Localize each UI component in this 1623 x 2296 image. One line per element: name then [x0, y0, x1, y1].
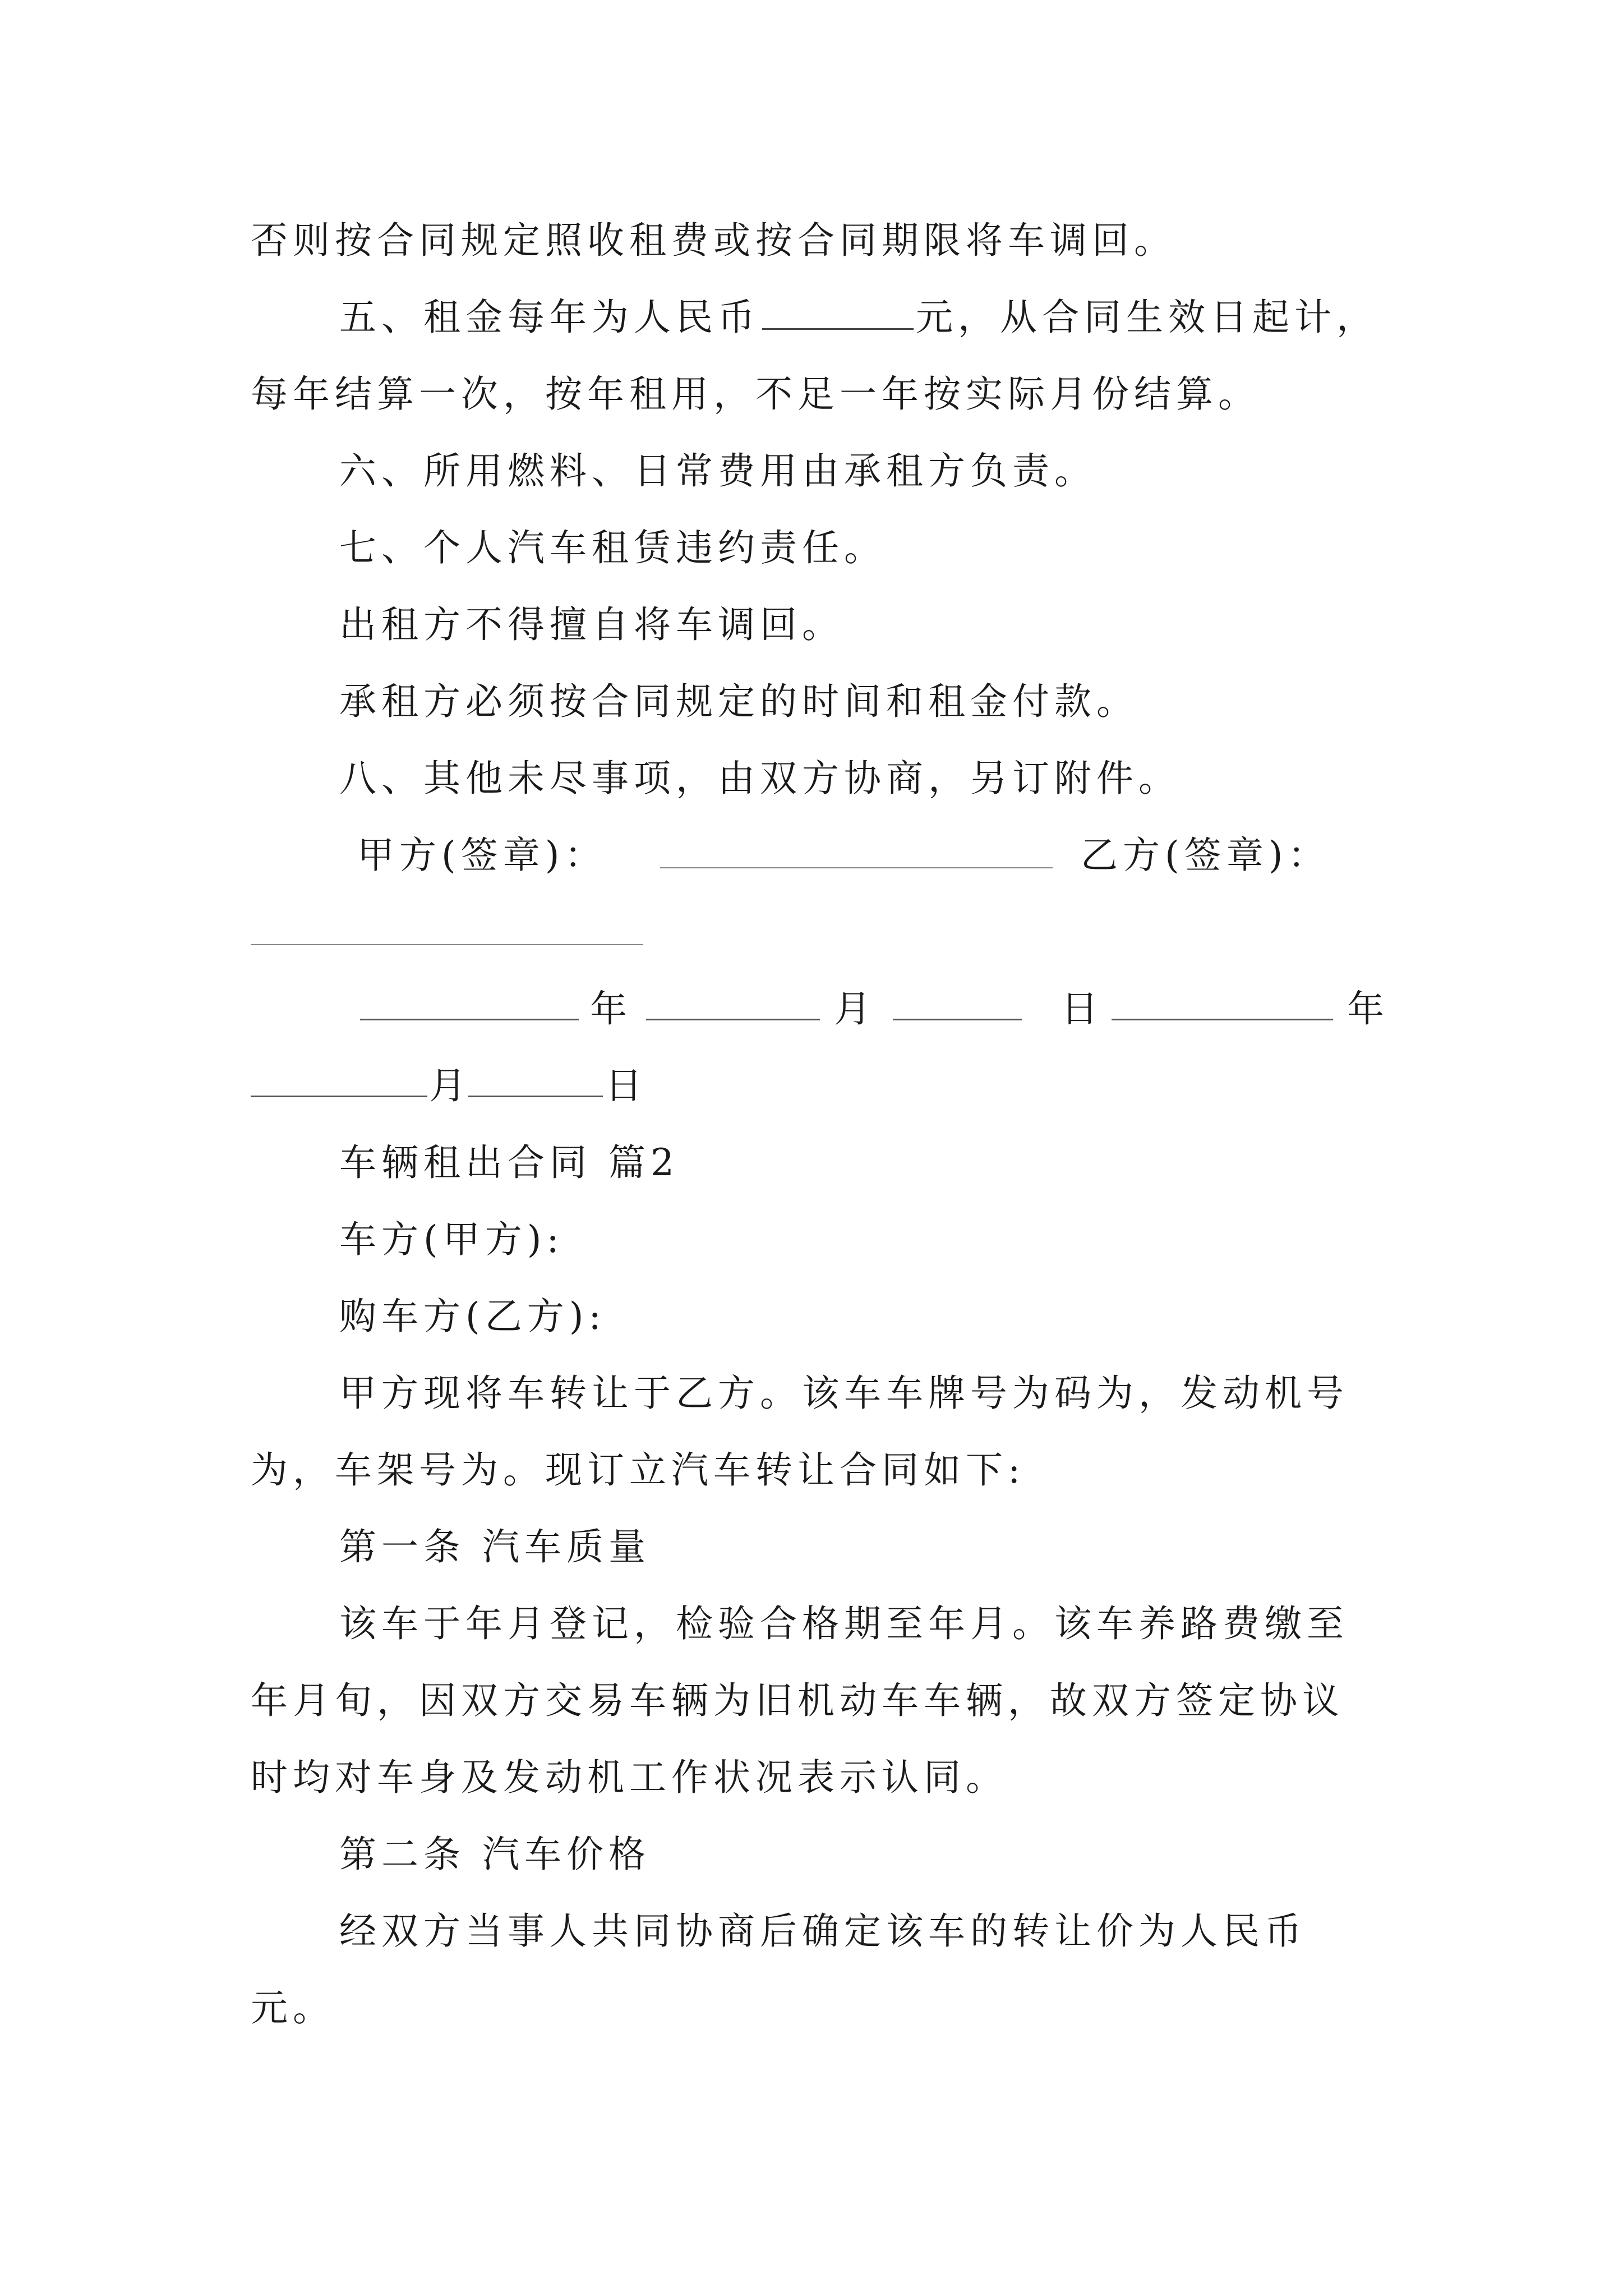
section-title: 车辆租出合同 篇2 [339, 1141, 679, 1184]
paragraph-line: 出租方不得擅自将车调回。 [339, 603, 844, 646]
month-label: 月 [834, 987, 871, 1030]
month-label-b: 月 [429, 1064, 466, 1107]
date-row-a [251, 970, 1386, 1047]
rent-amount-blank [762, 291, 914, 330]
day-label-b: 日 [605, 1064, 642, 1107]
rent-clause-text-2: 元，从合同生效日起计， [916, 296, 1378, 339]
rent-clause-text: 五、租金每年为人民币 [339, 296, 760, 339]
year-label-b: 年 [1347, 987, 1384, 1030]
paragraph-line: 每年结算一次，按年租用，不足一年按实际月份结算。 [251, 372, 1260, 416]
month-blank-b [251, 1053, 427, 1097]
year-blank [360, 976, 579, 1020]
party-b-signature-label: 乙方(签章)： [1081, 834, 1330, 877]
paragraph-line: 经双方当事人共同协商后确定该车的转让价为人民币 [339, 1910, 1307, 1953]
year-label: 年 [590, 987, 627, 1030]
party-b-signature-blank-row [251, 894, 1386, 970]
paragraph-line: 车方(甲方): [339, 1218, 564, 1261]
party-a-signature-blank [660, 834, 1053, 868]
paragraph-line: 购车方(乙方): [339, 1295, 606, 1338]
day-label: 日 [1061, 987, 1098, 1030]
clause-heading: 第二条 汽车价格 [339, 1833, 651, 1876]
paragraph-line: 该车于年月登记，检验合格期至年月。该车养路费缴至 [339, 1602, 1349, 1645]
paragraph-line: 八、其他未尽事项，由双方协商，另订附件。 [339, 757, 1181, 800]
party-b-signature-blank [251, 910, 643, 945]
rent-clause-line [251, 279, 1386, 356]
paragraph-line: 时均对车身及发动机工作状况表示认同。 [251, 1756, 1008, 1799]
date-row-b [251, 1047, 1386, 1124]
year-blank-b [1112, 976, 1333, 1020]
signature-row [251, 817, 1386, 894]
month-blank [646, 976, 820, 1020]
paragraph-line: 七、个人汽车租赁违约责任。 [339, 526, 886, 569]
paragraph-line: 年月旬，因双方交易车辆为旧机动车车辆，故双方签定协议 [251, 1679, 1344, 1722]
paragraph-line: 元。 [251, 1986, 335, 2030]
day-blank [893, 976, 1022, 1020]
day-blank-b [468, 1053, 603, 1097]
clause-heading: 第一条 汽车质量 [339, 1525, 651, 1568]
paragraph-line: 甲方现将车转让于乙方。该车车牌号为码为，发动机号 [339, 1372, 1349, 1415]
party-a-signature-label: 甲方(签章)： [357, 834, 607, 877]
paragraph-line: 否则按合同规定照收租费或按合同期限将车调回。 [251, 219, 1176, 262]
paragraph-line: 承租方必须按合同规定的时间和租金付款。 [339, 680, 1138, 723]
paragraph-line: 六、所用燃料、日常费用由承租方负责。 [339, 449, 1096, 493]
document-body [251, 202, 1386, 2046]
paragraph-line: 为，车架号为。现订立汽车转让合同如下: [251, 1448, 1026, 1492]
